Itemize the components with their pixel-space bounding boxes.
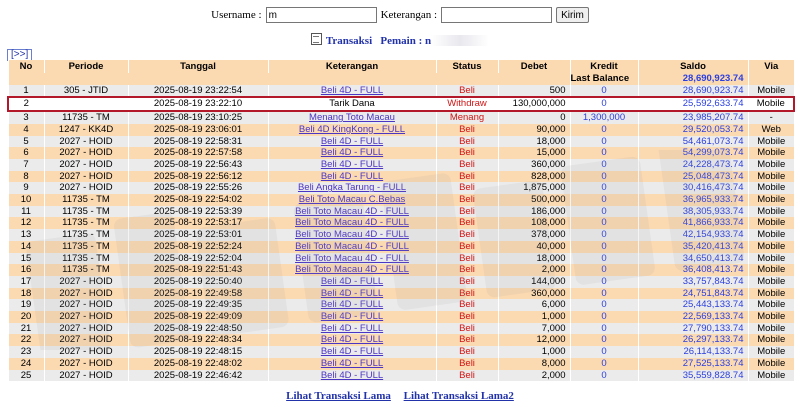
row-periode: 2027 - HOID — [44, 276, 128, 288]
row-keterangan[interactable]: Beli 4D - FULL — [268, 358, 436, 370]
transaction-table — [7, 60, 795, 381]
row-periode: 2027 - HOID — [44, 311, 128, 323]
row-debet: 18,000 — [498, 136, 570, 148]
row-keterangan[interactable]: Beli Toto Macau C.Bebas — [268, 194, 436, 206]
table-row — [8, 182, 794, 194]
row-keterangan[interactable]: Beli 4D - FULL — [268, 370, 436, 382]
last-balance-label: Last Balance — [570, 73, 638, 85]
username-label: Username : — [211, 9, 262, 21]
col-status: Status — [436, 60, 498, 73]
table-row — [8, 97, 794, 111]
search-bar — [0, 6, 800, 24]
row-kredit: 0 — [570, 85, 638, 98]
row-debet: 2,000 — [498, 370, 570, 382]
row-periode: 11735 - TM — [44, 111, 128, 124]
row-via: Mobile — [748, 323, 794, 335]
row-periode — [44, 97, 128, 111]
row-no: 5 — [8, 136, 44, 148]
col-tanggal: Tanggal — [128, 60, 268, 73]
row-status: Beli — [436, 276, 498, 288]
row-kredit: 0 — [570, 323, 638, 335]
row-debet: 0 — [498, 111, 570, 124]
row-debet: 1,000 — [498, 311, 570, 323]
username-input[interactable] — [266, 7, 377, 23]
row-tanggal: 2025-08-19 22:48:50 — [128, 323, 268, 335]
row-debet: 90,000 — [498, 124, 570, 136]
title-pemain: Pemain : n — [380, 35, 432, 47]
row-status: Beli — [436, 85, 498, 98]
row-tanggal: 2025-08-19 22:56:43 — [128, 159, 268, 171]
col-debet: Debet — [498, 60, 570, 73]
footer-links — [0, 390, 800, 402]
row-status: Beli — [436, 147, 498, 159]
row-status: Beli — [436, 159, 498, 171]
row-periode: 2027 - HOID — [44, 147, 128, 159]
row-status: Beli — [436, 136, 498, 148]
row-debet: 186,000 — [498, 206, 570, 218]
row-periode: 1247 - KK4D — [44, 124, 128, 136]
row-tanggal: 2025-08-19 22:53:01 — [128, 229, 268, 241]
table-row — [8, 370, 794, 382]
row-keterangan[interactable]: Beli 4D - FULL — [268, 85, 436, 98]
row-saldo: 23,985,207.74 — [638, 111, 748, 124]
row-kredit: 0 — [570, 147, 638, 159]
row-kredit: 0 — [570, 311, 638, 323]
row-saldo: 54,461,073.74 — [638, 136, 748, 148]
row-via: Mobile — [748, 311, 794, 323]
row-tanggal: 2025-08-19 22:46:42 — [128, 370, 268, 382]
row-kredit: 1,300,000 — [570, 111, 638, 124]
row-kredit: 0 — [570, 241, 638, 253]
row-saldo: 36,965,933.74 — [638, 194, 748, 206]
row-debet: 8,000 — [498, 358, 570, 370]
row-kredit: 0 — [570, 171, 638, 183]
row-periode: 11735 - TM — [44, 264, 128, 276]
row-debet: 360,000 — [498, 288, 570, 300]
row-tanggal: 2025-08-19 23:10:25 — [128, 111, 268, 124]
row-no: 3 — [8, 111, 44, 124]
keterangan-label: Keterangan : — [380, 9, 438, 21]
row-tanggal: 2025-08-19 22:55:26 — [128, 182, 268, 194]
row-status: Beli — [436, 358, 498, 370]
row-kredit: 0 — [570, 182, 638, 194]
table-row — [8, 171, 794, 183]
row-status: Beli — [436, 194, 498, 206]
row-no: 10 — [8, 194, 44, 206]
table-row — [8, 334, 794, 346]
title-transaksi: Transaksi — [325, 35, 373, 47]
row-saldo: 34,650,413.74 — [638, 253, 748, 265]
row-via: Mobile — [748, 346, 794, 358]
row-status: Beli — [436, 288, 498, 300]
row-tanggal: 2025-08-19 22:49:35 — [128, 299, 268, 311]
row-saldo: 25,048,473.74 — [638, 171, 748, 183]
table-row — [8, 85, 794, 98]
row-periode: 2027 - HOID — [44, 288, 128, 300]
row-tanggal: 2025-08-19 22:57:58 — [128, 147, 268, 159]
row-via: Mobile — [748, 253, 794, 265]
row-periode: 11735 - TM — [44, 253, 128, 265]
row-no: 7 — [8, 159, 44, 171]
table-row — [8, 136, 794, 148]
row-saldo: 26,297,133.74 — [638, 334, 748, 346]
row-tanggal: 2025-08-19 22:48:02 — [128, 358, 268, 370]
row-keterangan[interactable]: Beli 4D - FULL — [268, 276, 436, 288]
row-tanggal: 2025-08-19 22:58:31 — [128, 136, 268, 148]
row-status: Beli — [436, 241, 498, 253]
row-via: Mobile — [748, 159, 794, 171]
row-kredit: 0 — [570, 276, 638, 288]
row-via: Mobile — [748, 241, 794, 253]
row-debet: 360,000 — [498, 159, 570, 171]
keterangan-input[interactable] — [441, 7, 552, 23]
table-row — [8, 159, 794, 171]
table-row — [8, 311, 794, 323]
row-saldo: 22,569,133.74 — [638, 311, 748, 323]
lihat-transaksi-lama-link[interactable]: Lihat Transaksi Lama — [286, 390, 391, 402]
row-periode: 11735 - TM — [44, 217, 128, 229]
row-debet: 130,000,000 — [498, 97, 570, 111]
row-keterangan[interactable]: Beli Toto Macau 4D - FULL — [268, 229, 436, 241]
row-tanggal: 2025-08-19 23:06:01 — [128, 124, 268, 136]
row-kredit: 0 — [570, 159, 638, 171]
row-no: 15 — [8, 253, 44, 265]
row-kredit: 0 — [570, 346, 638, 358]
table-header — [8, 60, 794, 73]
row-via: Mobile — [748, 85, 794, 98]
row-kredit: 0 — [570, 229, 638, 241]
row-tanggal: 2025-08-19 22:49:58 — [128, 288, 268, 300]
row-keterangan[interactable]: Beli 4D - FULL — [268, 346, 436, 358]
row-via: Mobile — [748, 229, 794, 241]
row-saldo: 35,420,413.74 — [638, 241, 748, 253]
row-keterangan[interactable]: Beli 4D - FULL — [268, 159, 436, 171]
row-periode: 2027 - HOID — [44, 370, 128, 382]
row-via: Mobile — [748, 194, 794, 206]
table-row — [8, 241, 794, 253]
row-status: Beli — [436, 346, 498, 358]
row-periode: 2027 - HOID — [44, 171, 128, 183]
row-status: Menang — [436, 111, 498, 124]
row-kredit: 0 — [570, 288, 638, 300]
row-via: Mobile — [748, 288, 794, 300]
row-no: 16 — [8, 264, 44, 276]
row-saldo: 36,408,413.74 — [638, 264, 748, 276]
row-no: 14 — [8, 241, 44, 253]
row-via: Mobile — [748, 136, 794, 148]
row-kredit: 0 — [570, 97, 638, 111]
row-no: 13 — [8, 229, 44, 241]
row-kredit: 0 — [570, 253, 638, 265]
row-status: Beli — [436, 299, 498, 311]
row-status: Beli — [436, 253, 498, 265]
table-row — [8, 217, 794, 229]
row-tanggal: 2025-08-19 22:51:43 — [128, 264, 268, 276]
row-status: Beli — [436, 217, 498, 229]
row-keterangan[interactable]: Beli 4D - FULL — [268, 136, 436, 148]
row-tanggal: 2025-08-19 23:22:54 — [128, 85, 268, 98]
row-saldo: 24,751,843.74 — [638, 288, 748, 300]
row-status: Beli — [436, 334, 498, 346]
row-saldo: 29,520,053.74 — [638, 124, 748, 136]
row-via: Mobile — [748, 358, 794, 370]
row-status: Beli — [436, 264, 498, 276]
row-saldo: 28,690,923.74 — [638, 85, 748, 98]
row-kredit: 0 — [570, 206, 638, 218]
row-no: 1 — [8, 85, 44, 98]
row-debet: 15,000 — [498, 147, 570, 159]
row-tanggal: 2025-08-19 22:53:39 — [128, 206, 268, 218]
row-debet: 12,000 — [498, 334, 570, 346]
row-no: 19 — [8, 299, 44, 311]
row-tanggal: 2025-08-19 22:54:02 — [128, 194, 268, 206]
row-status: Beli — [436, 229, 498, 241]
row-keterangan[interactable]: Beli Toto Macau 4D - FULL — [268, 241, 436, 253]
row-status: Beli — [436, 124, 498, 136]
table-row — [8, 124, 794, 136]
row-periode: 2027 - HOID — [44, 334, 128, 346]
row-debet: 6,000 — [498, 299, 570, 311]
expand-button[interactable]: [>>] — [7, 49, 32, 61]
row-keterangan[interactable]: Beli 4D - FULL — [268, 311, 436, 323]
row-periode: 11735 - TM — [44, 241, 128, 253]
last-balance-row — [8, 73, 794, 85]
col-no: No — [8, 60, 44, 73]
row-no: 9 — [8, 182, 44, 194]
row-debet: 500 — [498, 85, 570, 98]
col-keterangan: Keterangan — [268, 60, 436, 73]
row-keterangan[interactable]: Beli 4D - FULL — [268, 171, 436, 183]
table-row — [8, 346, 794, 358]
row-tanggal: 2025-08-19 22:48:34 — [128, 334, 268, 346]
row-no: 6 — [8, 147, 44, 159]
row-keterangan[interactable]: Beli Toto Macau 4D - FULL — [268, 253, 436, 265]
row-no: 22 — [8, 334, 44, 346]
row-debet: 500,000 — [498, 194, 570, 206]
row-debet: 828,000 — [498, 171, 570, 183]
table-row — [8, 147, 794, 159]
row-status: Beli — [436, 311, 498, 323]
lihat-transaksi-lama2-link[interactable]: Lihat Transaksi Lama2 — [403, 390, 514, 402]
row-periode: 2027 - HOID — [44, 299, 128, 311]
row-via: Mobile — [748, 276, 794, 288]
row-kredit: 0 — [570, 370, 638, 382]
table-row — [8, 194, 794, 206]
col-kredit: Kredit — [570, 60, 638, 73]
row-via: Mobile — [748, 370, 794, 382]
row-no: 21 — [8, 323, 44, 335]
row-no: 18 — [8, 288, 44, 300]
col-via: Via — [748, 60, 794, 73]
row-keterangan[interactable]: Beli Toto Macau 4D - FULL — [268, 217, 436, 229]
row-no: 12 — [8, 217, 44, 229]
row-status: Beli — [436, 370, 498, 382]
row-tanggal: 2025-08-19 22:48:15 — [128, 346, 268, 358]
row-debet: 2,000 — [498, 264, 570, 276]
row-kredit: 0 — [570, 264, 638, 276]
kirim-button[interactable]: Kirim — [556, 7, 589, 23]
row-tanggal: 2025-08-19 23:22:10 — [128, 97, 268, 111]
row-via: Mobile — [748, 182, 794, 194]
row-periode: 2027 - HOID — [44, 159, 128, 171]
col-periode: Periode — [44, 60, 128, 73]
row-keterangan[interactable]: Menang Toto Macau — [268, 111, 436, 124]
row-keterangan[interactable]: Beli 4D - FULL — [268, 288, 436, 300]
row-no: 8 — [8, 171, 44, 183]
table-row — [8, 323, 794, 335]
row-kredit: 0 — [570, 136, 638, 148]
row-via: Mobile — [748, 264, 794, 276]
row-status: Beli — [436, 182, 498, 194]
table-row — [8, 276, 794, 288]
row-via: Mobile — [748, 147, 794, 159]
row-saldo: 26,114,133.74 — [638, 346, 748, 358]
row-saldo: 41,866,933.74 — [638, 217, 748, 229]
row-debet: 18,000 — [498, 253, 570, 265]
row-no: 4 — [8, 124, 44, 136]
row-saldo: 42,154,933.74 — [638, 229, 748, 241]
table-row — [8, 206, 794, 218]
row-tanggal: 2025-08-19 22:49:09 — [128, 311, 268, 323]
row-tanggal: 2025-08-19 22:53:17 — [128, 217, 268, 229]
row-saldo: 54,299,073.74 — [638, 147, 748, 159]
row-saldo: 25,592,633.74 — [638, 97, 748, 111]
row-keterangan[interactable]: Beli Toto Macau 4D - FULL — [268, 264, 436, 276]
row-kredit: 0 — [570, 358, 638, 370]
row-kredit: 0 — [570, 217, 638, 229]
row-tanggal: 2025-08-19 22:56:12 — [128, 171, 268, 183]
row-keterangan[interactable]: Beli 4D KingKong - FULL — [268, 124, 436, 136]
row-debet: 1,000 — [498, 346, 570, 358]
row-via: Mobile — [748, 334, 794, 346]
row-periode: 2027 - HOID — [44, 136, 128, 148]
row-saldo: 35,559,828.74 — [638, 370, 748, 382]
row-tanggal: 2025-08-19 22:50:40 — [128, 276, 268, 288]
row-status: Withdraw — [436, 97, 498, 111]
table-row — [8, 288, 794, 300]
table-row — [8, 253, 794, 265]
row-periode: 2027 - HOID — [44, 323, 128, 335]
table-row — [8, 229, 794, 241]
row-kredit: 0 — [570, 299, 638, 311]
row-keterangan[interactable]: Beli 4D - FULL — [268, 334, 436, 346]
row-via: Web — [748, 124, 794, 136]
row-no: 2 — [8, 97, 44, 111]
table-row — [8, 358, 794, 370]
row-keterangan[interactable]: Beli Angka Tarung - FULL — [268, 182, 436, 194]
row-saldo: 27,790,133.74 — [638, 323, 748, 335]
row-debet: 7,000 — [498, 323, 570, 335]
row-no: 17 — [8, 276, 44, 288]
col-saldo: Saldo — [638, 60, 748, 73]
row-via: Mobile — [748, 217, 794, 229]
row-saldo: 27,525,133.74 — [638, 358, 748, 370]
row-debet: 378,000 — [498, 229, 570, 241]
row-status: Beli — [436, 171, 498, 183]
row-no: 11 — [8, 206, 44, 218]
row-keterangan[interactable]: Beli Toto Macau 4D - FULL — [268, 206, 436, 218]
row-periode: 11735 - TM — [44, 206, 128, 218]
row-debet: 40,000 — [498, 241, 570, 253]
row-debet: 1,875,000 — [498, 182, 570, 194]
row-status: Beli — [436, 206, 498, 218]
row-saldo: 30,416,473.74 — [638, 182, 748, 194]
row-keterangan: Tarik Dana — [268, 97, 436, 111]
row-no: 24 — [8, 358, 44, 370]
row-via: - — [748, 111, 794, 124]
row-periode: 305 - JTID — [44, 85, 128, 98]
table-row — [8, 299, 794, 311]
row-tanggal: 2025-08-19 22:52:24 — [128, 241, 268, 253]
row-periode: 11735 - TM — [44, 194, 128, 206]
row-debet: 144,000 — [498, 276, 570, 288]
row-via: Mobile — [748, 206, 794, 218]
row-kredit: 0 — [570, 124, 638, 136]
row-via: Mobile — [748, 171, 794, 183]
row-saldo: 38,305,933.74 — [638, 206, 748, 218]
row-saldo: 25,443,133.74 — [638, 299, 748, 311]
row-debet: 108,000 — [498, 217, 570, 229]
row-no: 20 — [8, 311, 44, 323]
row-keterangan[interactable]: Beli 4D - FULL — [268, 299, 436, 311]
row-saldo: 24,228,473.74 — [638, 159, 748, 171]
row-no: 25 — [8, 370, 44, 382]
row-keterangan[interactable]: Beli 4D - FULL — [268, 147, 436, 159]
row-status: Beli — [436, 323, 498, 335]
row-kredit: 0 — [570, 334, 638, 346]
row-periode: 2027 - HOID — [44, 346, 128, 358]
row-keterangan[interactable]: Beli 4D - FULL — [268, 323, 436, 335]
row-no: 23 — [8, 346, 44, 358]
row-kredit: 0 — [570, 194, 638, 206]
page-title — [0, 33, 800, 47]
row-periode: 11735 - TM — [44, 229, 128, 241]
last-balance-value: 28,690,923.74 — [638, 73, 748, 85]
row-periode: 2027 - HOID — [44, 182, 128, 194]
row-saldo: 33,757,843.74 — [638, 276, 748, 288]
row-via: Mobile — [748, 97, 794, 111]
document-icon — [311, 33, 322, 45]
table-row — [8, 264, 794, 276]
row-via: Mobile — [748, 299, 794, 311]
row-tanggal: 2025-08-19 22:52:04 — [128, 253, 268, 265]
redacted-username — [431, 35, 489, 46]
table-row — [8, 111, 794, 124]
row-periode: 2027 - HOID — [44, 358, 128, 370]
